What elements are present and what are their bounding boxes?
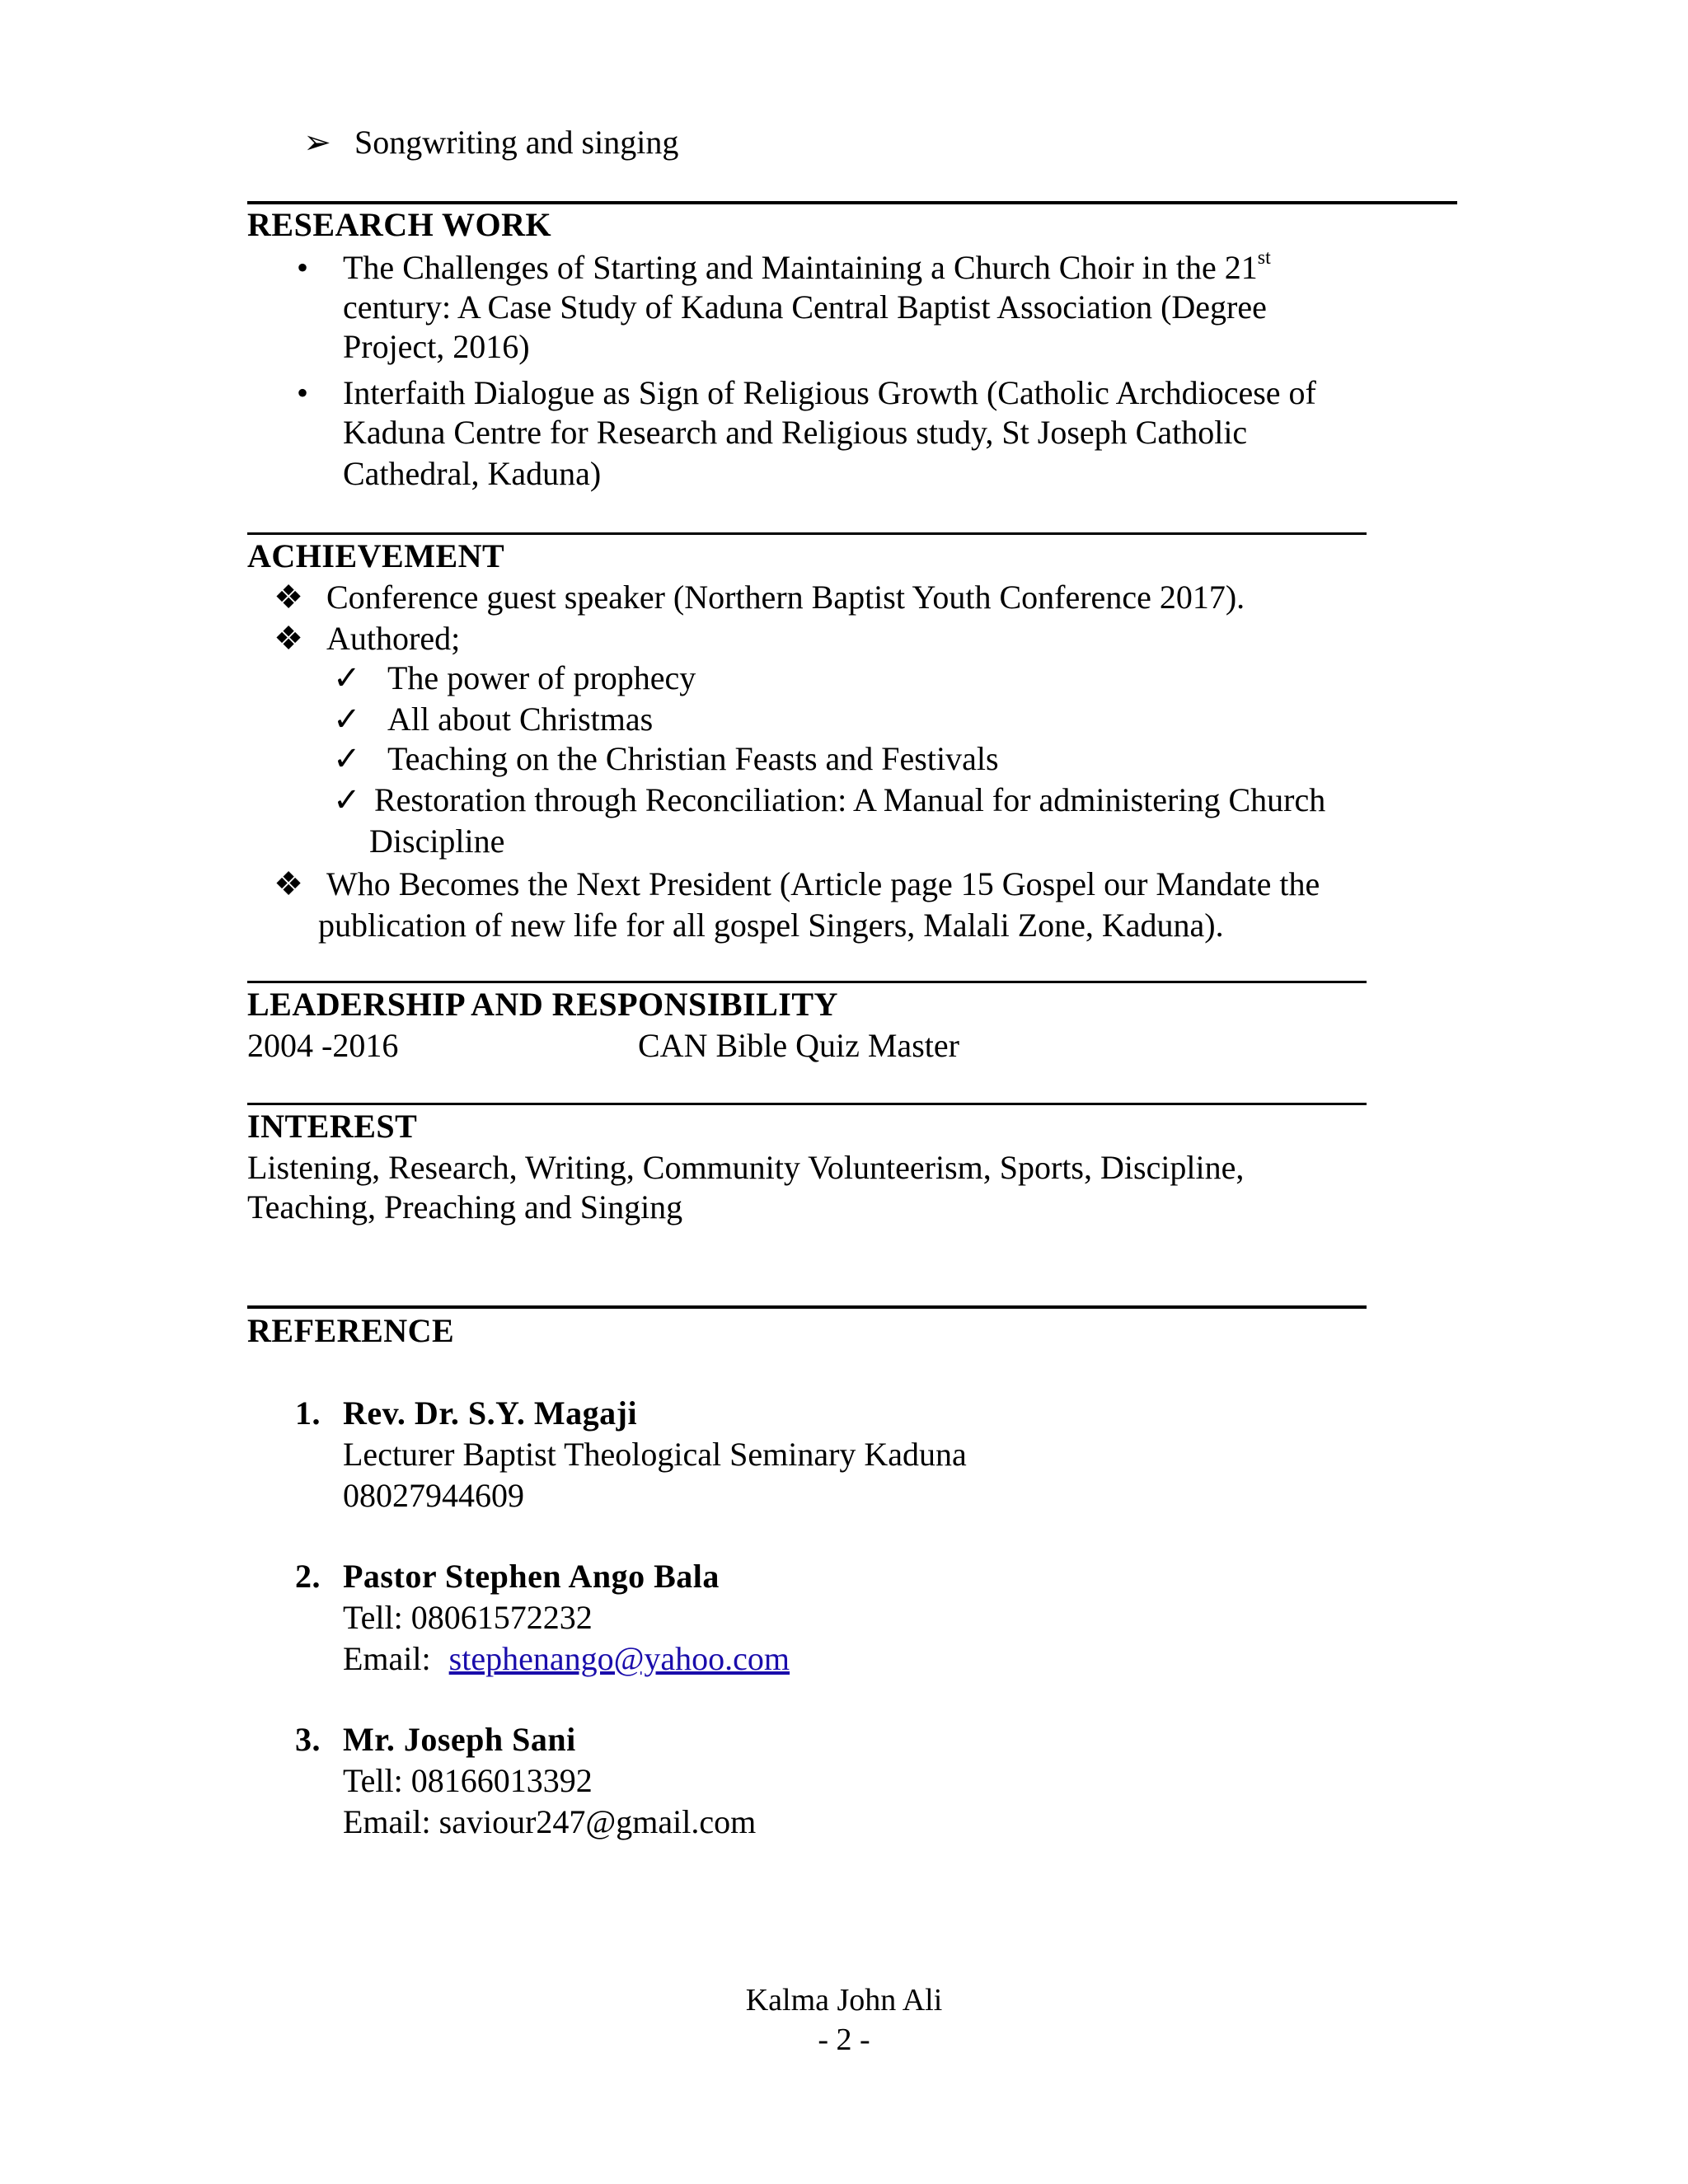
page-number: - 2 - <box>818 2022 870 2057</box>
section-heading-reference: REFERENCE <box>247 1312 455 1349</box>
reference-number: 2. <box>295 1558 321 1595</box>
superscript: st <box>1257 247 1271 269</box>
section-heading-leadership: LEADERSHIP AND RESPONSIBILITY <box>247 986 838 1023</box>
achievement-item: ❖ Conference guest speaker (Northern Baptist Youth Conference 2017). <box>272 577 1245 618</box>
reference-name: Pastor Stephen Ango Bala <box>343 1558 720 1595</box>
research-item-2-line2: Kaduna Centre for Research and Religious study, St Joseph Catholic <box>343 414 1248 451</box>
check-icon: ✓ <box>333 659 361 696</box>
reference-email: Email: stephenango@yahoo.com <box>343 1640 790 1677</box>
reference-number: 1. <box>295 1394 321 1432</box>
reference-name: Rev. Dr. S.Y. Magaji <box>343 1394 638 1432</box>
check-icon: ✓ <box>333 781 361 818</box>
book-item: ✓ All about Christmas <box>333 699 653 740</box>
leadership-role: CAN Bible Quiz Master <box>638 1027 959 1064</box>
section-heading-achievement: ACHIEVEMENT <box>247 537 505 574</box>
list-item <box>297 122 678 163</box>
book-item-continuation: Discipline <box>369 823 505 860</box>
reference-number: 3. <box>295 1721 321 1758</box>
interest-line: Listening, Research, Writing, Community Volunteerism, Sports, Discipline, <box>247 1149 1245 1186</box>
reference-name: Mr. Joseph Sani <box>343 1721 576 1758</box>
section-divider <box>247 981 1367 983</box>
achievement-item: ❖ Authored; <box>272 618 460 659</box>
reference-phone: Tell: 08166013392 <box>343 1762 593 1799</box>
bullet-icon: • <box>297 374 309 411</box>
reference-phone: 08027944609 <box>343 1477 524 1514</box>
achievement-item-continuation: publication of new life for all gospel Singers, Malali Zone, Kaduna). <box>318 907 1224 944</box>
book-item: ✓ The power of prophecy <box>333 658 696 699</box>
research-item-2-line1: Interfaith Dialogue as Sign of Religious Growth (Catholic Archdiocese of <box>343 374 1316 411</box>
diamond-bullet-icon: ❖ <box>274 865 303 902</box>
reference-phone: Tell: 08061572232 <box>343 1599 593 1636</box>
section-divider <box>247 1103 1367 1105</box>
research-item-1-line3: Project, 2016) <box>343 328 530 365</box>
section-divider <box>247 1305 1367 1309</box>
section-divider <box>247 532 1367 535</box>
email-link[interactable]: stephenango@yahoo.com <box>448 1640 790 1677</box>
list-item-text: Songwriting and singing <box>354 124 679 161</box>
interest-line: Teaching, Preaching and Singing <box>247 1188 683 1226</box>
check-icon: ✓ <box>333 740 361 777</box>
reference-email: Email: saviour247@gmail.com <box>343 1803 757 1840</box>
research-item-2-line3: Cathedral, Kaduna) <box>343 455 602 492</box>
book-item: ✓ Restoration through Reconciliation: A Manual for administering Church <box>333 780 1325 821</box>
diamond-bullet-icon: ❖ <box>274 579 303 616</box>
bullet-icon: • <box>297 249 309 286</box>
footer-name: Kalma John Ali <box>745 1983 943 2018</box>
book-item: ✓ Teaching on the Christian Feasts and Festivals <box>333 738 999 780</box>
research-item-1-line1: The Challenges of Starting and Maintaining a Church Choir in the 21st <box>343 247 1271 286</box>
leadership-period: 2004 -2016 <box>247 1027 399 1064</box>
research-item-1-line2: century: A Case Study of Kaduna Central Baptist Association (Degree <box>343 288 1267 326</box>
arrow-bullet-icon: ➢ <box>303 124 331 161</box>
reference-detail: Lecturer Baptist Theological Seminary Kaduna <box>343 1436 967 1473</box>
section-heading-interest: INTEREST <box>247 1108 418 1145</box>
section-heading-research: RESEARCH WORK <box>247 206 552 243</box>
achievement-item: ❖ Who Becomes the Next President (Article page 15 Gospel our Mandate the <box>272 864 1320 905</box>
diamond-bullet-icon: ❖ <box>274 620 303 657</box>
check-icon: ✓ <box>333 701 361 738</box>
